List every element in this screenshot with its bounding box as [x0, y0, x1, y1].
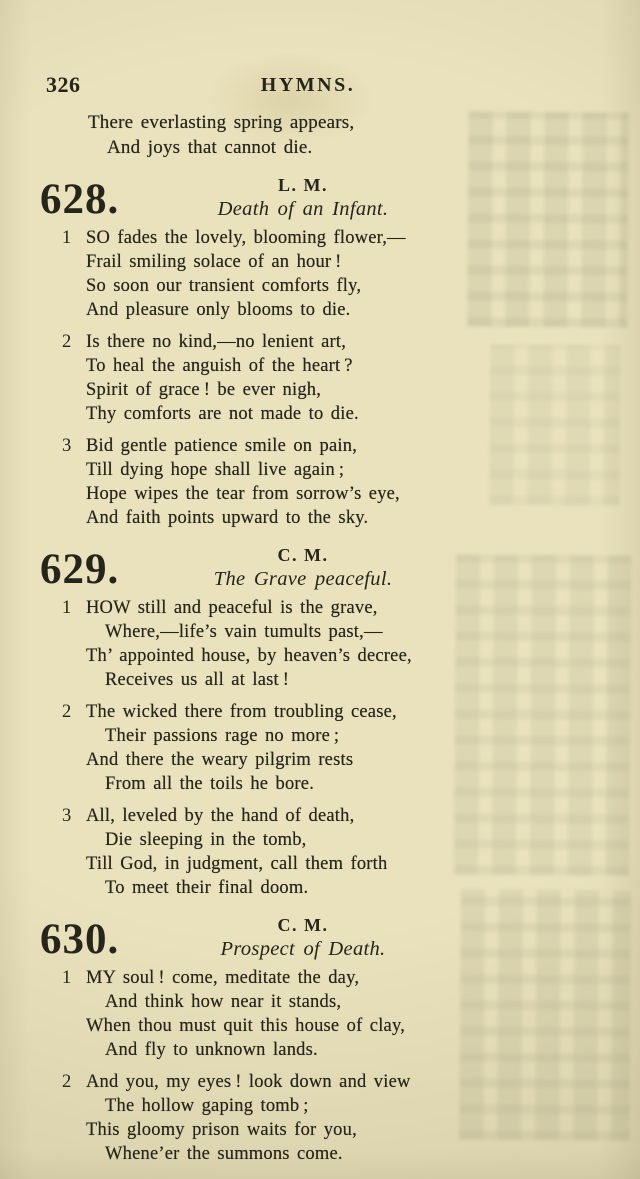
page-header	[46, 72, 560, 98]
page-number: 326	[46, 72, 81, 97]
verse-line: To meet their final doom.	[105, 878, 309, 898]
hymn-meter: C. M.	[277, 915, 329, 935]
verse	[46, 330, 560, 426]
carryover-line: And joys that cannot die.	[107, 137, 313, 158]
hymn-number: 628.	[40, 176, 120, 223]
hymn-header	[40, 174, 560, 223]
verse-line: MY soul ! come, meditate the day,	[86, 968, 360, 988]
verse-line: Where,—life’s vain tumults past,—	[105, 622, 383, 642]
verse-line: Till dying hope shall live again ;	[86, 460, 345, 480]
verse-line: Th’ appointed house, by heaven’s decree,	[86, 646, 412, 666]
hymn-title: Prospect of Death.	[220, 938, 386, 960]
verse	[46, 966, 560, 1062]
hymn-list	[40, 174, 560, 1166]
hymn-block	[40, 174, 560, 530]
verse-line: And you, my eyes ! look down and view	[86, 1072, 411, 1092]
verse	[46, 804, 560, 900]
hymn-number: 629.	[40, 546, 120, 593]
hymn-title: Death of an Infant.	[217, 198, 389, 220]
verse-line: And there the weary pilgrim rests	[86, 750, 354, 770]
verse-line: And think how near it stands,	[105, 992, 342, 1012]
verse-line: So soon our transient comforts fly,	[86, 276, 362, 296]
verse-number: 3	[62, 806, 72, 826]
verse-line: When thou must quit this house of clay,	[86, 1016, 406, 1036]
hymn-block	[40, 544, 560, 900]
verse-line: Their passions rage no more ;	[105, 726, 340, 746]
verse-line: Thy comforts are not made to die.	[86, 404, 359, 424]
verse-line: Hope wipes the tear from sorrow’s eye,	[86, 484, 400, 504]
verse-line: From all the toils he bore.	[105, 774, 315, 794]
verse-line: HOW still and peaceful is the grave,	[86, 598, 378, 618]
verse-line: Die sleeping in the tomb,	[105, 830, 307, 850]
verse-number: 2	[62, 332, 72, 352]
hymn-header	[40, 544, 560, 593]
verse-number: 3	[62, 436, 72, 456]
verse-line: Bid gentle patience smile on pain,	[86, 436, 358, 456]
hymn-meter: L. M.	[278, 175, 328, 195]
verse-line: And faith points upward to the sky.	[86, 508, 369, 528]
verse-line: SO fades the lovely, blooming flower,—	[86, 228, 406, 248]
hymn-number: 630.	[40, 916, 120, 963]
verse-line: Till God, in judgment, call them forth	[86, 854, 388, 874]
verse-line: The wicked there from troubling cease,	[86, 702, 397, 722]
hymn-title: The Grave peaceful.	[213, 568, 393, 590]
verse-line: This gloomy prison waits for you,	[86, 1120, 357, 1140]
running-title: HYMNS.	[260, 74, 356, 96]
carryover-verse	[46, 110, 560, 160]
hymn-meter: C. M.	[277, 545, 329, 565]
verse-number: 1	[62, 968, 72, 988]
verse-number: 2	[62, 1072, 72, 1092]
verse-number: 2	[62, 702, 72, 722]
verse-number: 1	[62, 598, 72, 618]
verse	[46, 596, 560, 692]
carryover-line: There everlasting spring appears,	[88, 112, 355, 133]
hymn-block	[40, 914, 560, 1166]
verse-line: The hollow gaping tomb ;	[105, 1096, 309, 1116]
verse-line: Frail smiling solace of an hour !	[86, 252, 342, 272]
verse-line: And pleasure only blooms to die.	[86, 300, 351, 320]
verse-line: Receives us all at last !	[105, 670, 290, 690]
verse-line: Spirit of grace ! be ever nigh,	[86, 380, 322, 400]
verse-line: To heal the anguish of the heart ?	[86, 356, 353, 376]
hymn-header	[40, 914, 560, 963]
verse	[46, 434, 560, 530]
verse-line: Whene’er the summons come.	[105, 1144, 343, 1164]
verse-line: All, leveled by the hand of death,	[86, 806, 355, 826]
verse-line: Is there no kind,—no lenient art,	[86, 332, 347, 352]
verse	[46, 1070, 560, 1166]
verse	[46, 700, 560, 796]
verse-number: 1	[62, 228, 72, 248]
verse-line: And fly to unknown lands.	[105, 1040, 318, 1060]
verse	[46, 226, 560, 322]
